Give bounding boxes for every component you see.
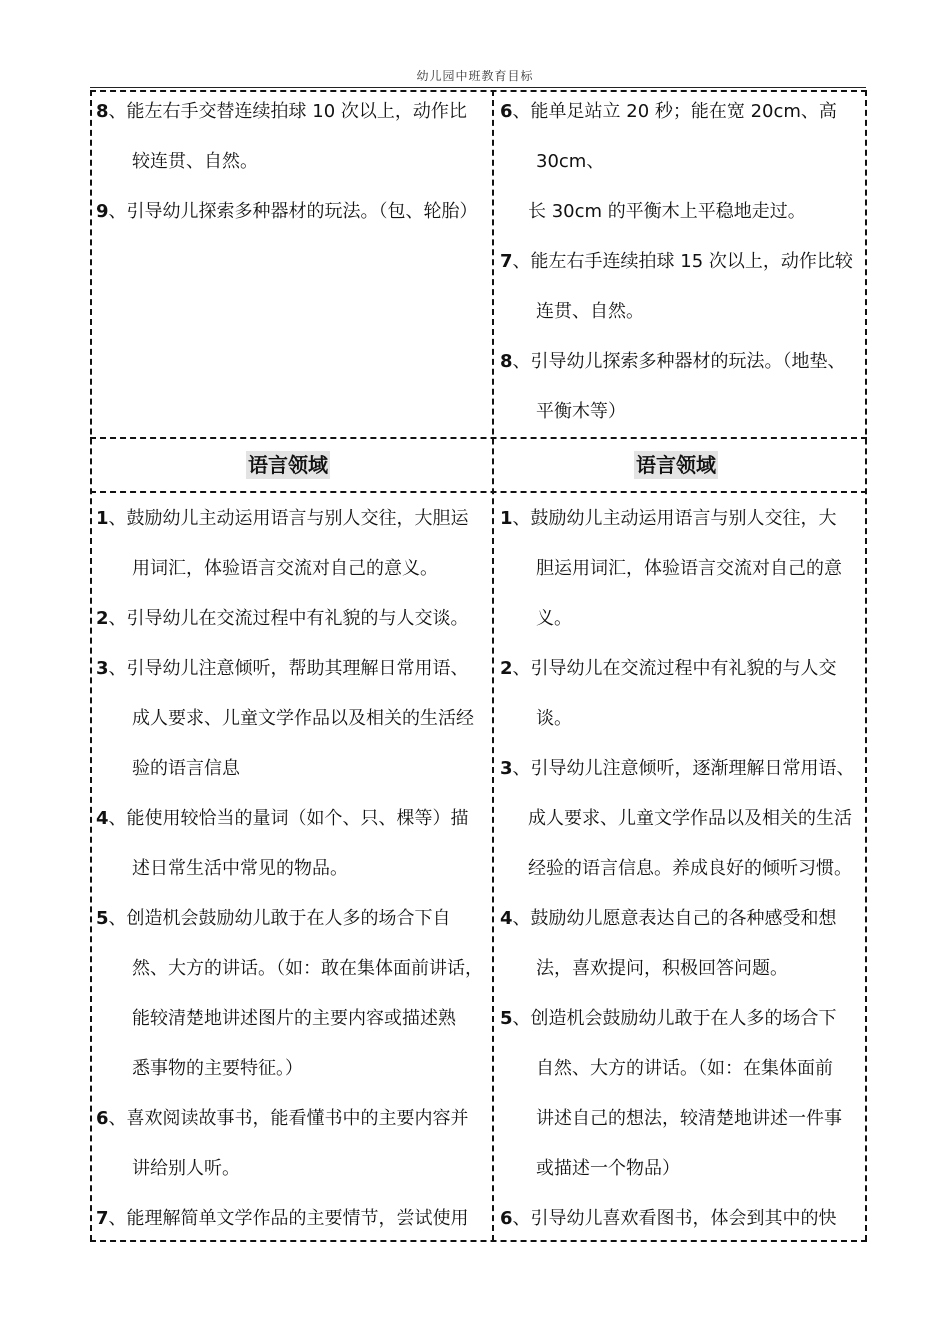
list-item-continuation: [500, 137, 862, 187]
list-item-continuation: [500, 594, 862, 644]
list-item-continuation: [500, 544, 862, 594]
list-item: [96, 644, 490, 694]
item-text: 、鼓励幼儿主动运用语言与别人交往，大胆运: [108, 508, 469, 529]
item-text: 、引导幼儿喜欢看图书，体会到其中的快: [512, 1208, 837, 1229]
item-text: 、创造机会鼓励幼儿敢于在人多的场合下: [512, 1008, 837, 1029]
section-title-right: 语言领域: [636, 453, 716, 477]
list-item: [500, 237, 862, 287]
item-number: 1: [96, 508, 109, 529]
bottom-left-cell: [96, 494, 490, 1240]
list-item: [500, 494, 862, 544]
list-item-continuation: [500, 387, 862, 437]
item-number: 2: [500, 658, 513, 679]
list-item-continuation: [96, 544, 490, 594]
item-number: 1: [500, 508, 513, 529]
list-item: [96, 894, 490, 944]
list-item: [96, 794, 490, 844]
item-text: 、能理解简单文学作品的主要情节，尝试使用: [108, 1208, 469, 1229]
item-text: 用词汇，体验语言交流对自己的意义。: [132, 558, 438, 579]
item-text: 、引导幼儿探索多种器材的玩法。（地垫、: [512, 351, 846, 372]
section-bottom-border: [90, 491, 867, 493]
table-left-border: [90, 90, 92, 1241]
table-bottom-border: [90, 1240, 867, 1242]
list-item-continuation: [500, 694, 862, 744]
item-text: 悉事物的主要特征。）: [132, 1058, 303, 1079]
list-item-continuation: [96, 994, 490, 1044]
list-item: [96, 87, 490, 137]
list-item: [500, 337, 862, 387]
list-item: [500, 644, 862, 694]
item-text: 或描述一个物品）: [536, 1158, 680, 1179]
item-text: 、能左右手交替连续拍球 10 次以上，动作比: [108, 101, 467, 122]
list-item-continuation: [500, 1144, 862, 1194]
item-text: 成人要求、儿童文学作品以及相关的生活经: [132, 708, 474, 729]
item-text: 长 30cm 的平衡木上平稳地走过。: [528, 201, 806, 222]
item-text: 然、大方的讲话。（如：敢在集体面前讲话，: [132, 958, 483, 979]
item-number: 9: [96, 201, 109, 222]
item-text: 30cm、: [536, 151, 605, 172]
item-text: 能较清楚地讲述图片的主要内容或描述熟: [132, 1008, 456, 1029]
list-item-continuation: [500, 1044, 862, 1094]
section-top-border: [90, 437, 867, 439]
list-item-continuation: [96, 1144, 490, 1194]
list-item-continuation: [500, 944, 862, 994]
list-item-continuation: [500, 1094, 862, 1144]
page-header: 幼儿园中班教育目标: [416, 69, 534, 83]
item-text: 、引导幼儿在交流过程中有礼貌的与人交: [512, 658, 837, 679]
item-text: 验的语言信息: [132, 758, 240, 779]
item-text: 、引导幼儿在交流过程中有礼貌的与人交谈。: [108, 608, 469, 629]
bottom-right-cell: [500, 494, 862, 1240]
list-item: [500, 894, 862, 944]
item-number: 6: [96, 1108, 109, 1129]
item-text: 连贯、自然。: [536, 301, 644, 322]
list-item-continuation: [96, 844, 490, 894]
item-text: 、引导幼儿注意倾听，帮助其理解日常用语、: [108, 658, 469, 679]
item-text: 、引导幼儿注意倾听，逐渐理解日常用语、: [512, 758, 855, 779]
list-item-continuation: [500, 844, 862, 894]
list-item-continuation: [96, 944, 490, 994]
item-number: 2: [96, 608, 109, 629]
item-text: 、鼓励幼儿主动运用语言与别人交往，大: [512, 508, 837, 529]
table-center-divider: [492, 90, 494, 1241]
item-number: 4: [500, 908, 513, 929]
list-item-continuation: [96, 1044, 490, 1094]
item-text: 、创造机会鼓励幼儿敢于在人多的场合下自: [108, 908, 451, 929]
item-number: 5: [500, 1008, 513, 1029]
list-item: [96, 1194, 490, 1240]
top-left-cell: [96, 87, 490, 437]
item-text: 、鼓励幼儿愿意表达自己的各种感受和想: [512, 908, 837, 929]
item-number: 6: [500, 1208, 513, 1229]
item-text: 胆运用词汇，体验语言交流对自己的意: [536, 558, 842, 579]
list-item-continuation: [96, 694, 490, 744]
list-item-continuation: [500, 187, 862, 237]
item-text: 讲述自己的想法，较清楚地讲述一件事: [536, 1108, 842, 1129]
item-number: 3: [500, 758, 513, 779]
item-number: 5: [96, 908, 109, 929]
table-right-border: [865, 90, 867, 1241]
item-text: 自然、大方的讲话。（如：在集体面前: [536, 1058, 833, 1079]
item-text: 法，喜欢提问，积极回答问题。: [536, 958, 788, 979]
list-item: [500, 1194, 862, 1240]
item-number: 7: [96, 1208, 109, 1229]
list-item: [96, 187, 490, 237]
item-text: 成人要求、儿童文学作品以及相关的生活: [528, 808, 852, 829]
list-item: [96, 494, 490, 544]
item-text: 、喜欢阅读故事书，能看懂书中的主要内容并: [108, 1108, 469, 1129]
item-text: 讲给别人听。: [132, 1158, 240, 1179]
list-item: [500, 744, 862, 794]
item-number: 8: [96, 101, 109, 122]
list-item: [96, 594, 490, 644]
item-text: 谈。: [536, 708, 572, 729]
item-text: 、能使用较恰当的量词（如个、只、棵等）描: [108, 808, 469, 829]
list-item: [96, 1094, 490, 1144]
item-number: 6: [500, 101, 513, 122]
item-number: 7: [500, 251, 513, 272]
item-text: 、能单足站立 20 秒；能在宽 20cm、高: [512, 101, 837, 122]
item-number: 3: [96, 658, 109, 679]
item-number: 4: [96, 808, 109, 829]
item-text: 平衡木等）: [536, 401, 626, 422]
item-text: 经验的语言信息。养成良好的倾听习惯。: [528, 858, 852, 879]
list-item-continuation: [500, 794, 862, 844]
item-text: 较连贯、自然。: [132, 151, 258, 172]
item-text: 述日常生活中常见的物品。: [132, 858, 348, 879]
item-text: 、能左右手连续拍球 15 次以上，动作比较: [512, 251, 853, 272]
list-item-continuation: [500, 287, 862, 337]
item-text: 义。: [536, 608, 572, 629]
top-right-cell: [500, 87, 862, 437]
item-number: 8: [500, 351, 513, 372]
item-text: 、引导幼儿探索多种器材的玩法。（包、轮胎）: [108, 201, 478, 222]
list-item: [500, 87, 862, 137]
section-title-left: 语言领域: [248, 453, 328, 477]
list-item: [500, 994, 862, 1044]
list-item-continuation: [96, 744, 490, 794]
list-item-continuation: [96, 137, 490, 187]
